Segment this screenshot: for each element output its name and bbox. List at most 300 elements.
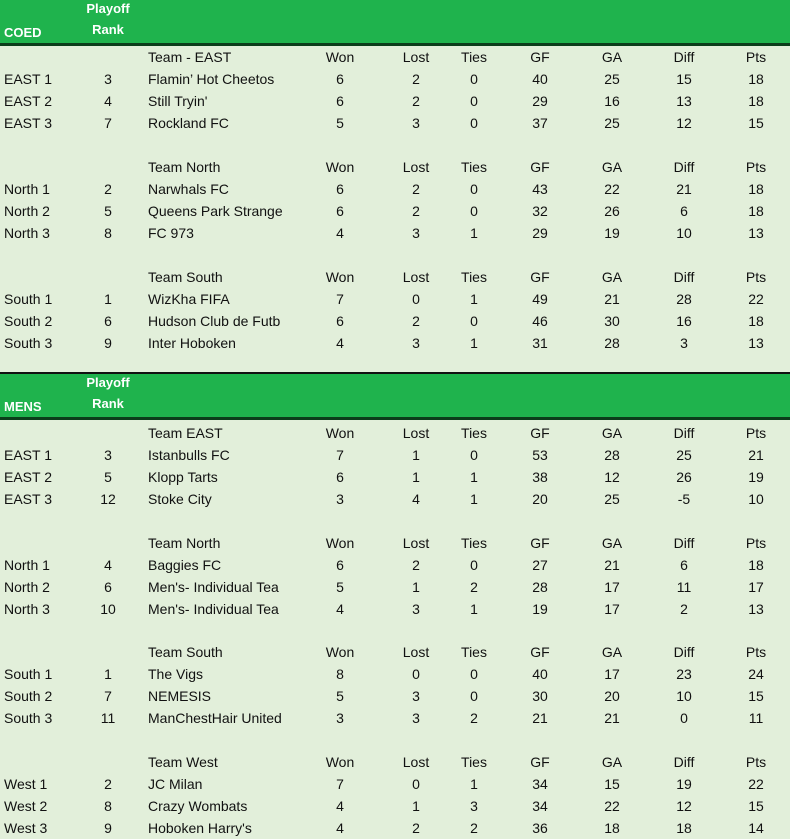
group-header-row-diff-cell: Diff bbox=[673, 159, 695, 175]
group-header-row-diff-cell: Diff bbox=[673, 425, 695, 441]
standings-row-team-cell: Istanbulls FC bbox=[148, 447, 230, 463]
standings-row-ga-cell: 30 bbox=[604, 313, 620, 329]
standings-row-lost-cell: 3 bbox=[412, 688, 420, 704]
standings-row-gf-cell: 30 bbox=[532, 688, 548, 704]
standings-row-won-cell: 7 bbox=[336, 291, 344, 307]
standings-row-rank-cell: 4 bbox=[104, 93, 112, 109]
group-header-row-diff-cell: Diff bbox=[673, 644, 695, 660]
group-header-row bbox=[0, 422, 790, 444]
group-header-row bbox=[0, 156, 790, 178]
standings-row-gf-cell: 53 bbox=[532, 447, 548, 463]
standings-row-division-cell: West 1 bbox=[4, 776, 48, 792]
standings-row-team-cell: Hoboken Harry's bbox=[148, 820, 252, 836]
standings-row-rank-cell: 2 bbox=[104, 776, 112, 792]
standings-row-team-cell: Inter Hoboken bbox=[148, 335, 236, 351]
standings-row-ga-cell: 21 bbox=[604, 557, 620, 573]
standings-row-diff-cell: 13 bbox=[676, 93, 692, 109]
standings-row-division-cell: West 2 bbox=[4, 798, 48, 814]
group-header-row-ga-cell: GA bbox=[601, 49, 623, 65]
standings-row-division-cell: South 3 bbox=[4, 710, 53, 726]
group-header-row bbox=[0, 641, 790, 663]
standings-row-rank-cell: 9 bbox=[104, 820, 112, 836]
standings-row bbox=[0, 90, 790, 112]
standings-row-ties-cell: 0 bbox=[470, 447, 478, 463]
group-header-row-team-cell: Team West bbox=[148, 754, 218, 770]
standings-row-rank-cell: 9 bbox=[104, 335, 112, 351]
group-header-row-pts-cell: Pts bbox=[745, 159, 767, 175]
standings-row-pts-cell: 22 bbox=[748, 291, 764, 307]
group-header-row-ties-cell: Ties bbox=[461, 644, 487, 660]
standings-row-team-cell: Stoke City bbox=[148, 491, 212, 507]
standings-row-ties-cell: 1 bbox=[470, 776, 478, 792]
standings-row-gf-cell: 38 bbox=[532, 469, 548, 485]
standings-row-won-cell: 5 bbox=[336, 115, 344, 131]
standings-row-team-cell: WizKha FIFA bbox=[148, 291, 230, 307]
standings-row-rank-cell: 5 bbox=[104, 203, 112, 219]
standings-row-pts-cell: 22 bbox=[748, 776, 764, 792]
standings-row-pts-cell: 14 bbox=[748, 820, 764, 836]
group-header-row-pts-cell: Pts bbox=[745, 425, 767, 441]
standings-row-diff-cell: 3 bbox=[680, 335, 688, 351]
standings-row-diff-cell: 12 bbox=[676, 115, 692, 131]
standings-row-ties-cell: 2 bbox=[470, 579, 478, 595]
standings-row-won-cell: 7 bbox=[336, 776, 344, 792]
group-header-row-diff-cell: Diff bbox=[673, 269, 695, 285]
standings-row-lost-cell: 2 bbox=[412, 181, 420, 197]
standings-row-pts-cell: 18 bbox=[748, 71, 764, 87]
standings-row-diff-cell: 10 bbox=[676, 225, 692, 241]
group-header-row-pts-cell: Pts bbox=[745, 644, 767, 660]
standings-row-lost-cell: 2 bbox=[412, 820, 420, 836]
group-header-row bbox=[0, 46, 790, 68]
standings-row-team-cell: Hudson Club de Futb bbox=[148, 313, 281, 329]
standings-row bbox=[0, 178, 790, 200]
group-header-row-won-cell: Won bbox=[325, 269, 355, 285]
standings-row-rank-cell: 8 bbox=[104, 798, 112, 814]
standings-row-ga-cell: 19 bbox=[604, 225, 620, 241]
standings-row-gf-cell: 19 bbox=[532, 601, 548, 617]
group-header-row-gf-cell: GF bbox=[530, 644, 550, 660]
standings-row bbox=[0, 663, 790, 685]
standings-row-lost-cell: 0 bbox=[412, 666, 420, 682]
group-header-row-gf-cell: GF bbox=[530, 49, 550, 65]
standings-row bbox=[0, 576, 790, 598]
standings-row-ga-cell: 20 bbox=[604, 688, 620, 704]
standings-row-ties-cell: 0 bbox=[470, 93, 478, 109]
standings-row-team-cell: NEMESIS bbox=[148, 688, 212, 704]
standings-row-division-cell: West 3 bbox=[4, 820, 48, 836]
standings-row-ga-cell: 17 bbox=[604, 579, 620, 595]
standings-row-rank-cell: 1 bbox=[104, 666, 112, 682]
group-header-row-ties-cell: Ties bbox=[461, 269, 487, 285]
standings-row-rank-cell: 10 bbox=[100, 601, 116, 617]
standings-row bbox=[0, 795, 790, 817]
standings-row-pts-cell: 10 bbox=[748, 491, 764, 507]
standings-row-team-cell: JC Milan bbox=[148, 776, 203, 792]
standings-row bbox=[0, 332, 790, 354]
group-header-row-won-cell: Won bbox=[325, 644, 355, 660]
standings-row-team-cell: Men's- Individual Tea bbox=[148, 601, 279, 617]
standings-row-rank-cell: 6 bbox=[104, 579, 112, 595]
group-header-row-team-cell: Team South bbox=[148, 269, 223, 285]
standings-row-gf-cell: 34 bbox=[532, 776, 548, 792]
standings-row-gf-cell: 27 bbox=[532, 557, 548, 573]
standings-row-rank-cell: 12 bbox=[100, 491, 116, 507]
standings-row-pts-cell: 11 bbox=[748, 710, 764, 726]
group-header-row-team-cell: Team North bbox=[148, 535, 221, 551]
standings-row-lost-cell: 2 bbox=[412, 557, 420, 573]
group-header-row-gf-cell: GF bbox=[530, 159, 550, 175]
standings-row-diff-cell: 26 bbox=[676, 469, 692, 485]
standings-row-team-cell: Flamin’ Hot Cheetos bbox=[148, 71, 275, 87]
standings-row bbox=[0, 707, 790, 729]
standings-row bbox=[0, 112, 790, 134]
standings-row-won-cell: 8 bbox=[336, 666, 344, 682]
standings-row-ties-cell: 0 bbox=[470, 71, 478, 87]
standings-row-pts-cell: 18 bbox=[748, 93, 764, 109]
group-header-row-team-cell: Team North bbox=[148, 159, 221, 175]
standings-row-division-cell: North 2 bbox=[4, 579, 50, 595]
standings-row-ties-cell: 1 bbox=[470, 291, 478, 307]
standings-row-ties-cell: 0 bbox=[470, 688, 478, 704]
standings-row-lost-cell: 3 bbox=[412, 225, 420, 241]
standings-row-division-cell: EAST 2 bbox=[4, 469, 52, 485]
standings-row-division-cell: North 1 bbox=[4, 557, 50, 573]
standings-row-pts-cell: 18 bbox=[748, 313, 764, 329]
standings-row bbox=[0, 817, 790, 839]
standings-row-gf-cell: 40 bbox=[532, 666, 548, 682]
standings-row-rank-cell: 5 bbox=[104, 469, 112, 485]
standings-row-ga-cell: 15 bbox=[604, 776, 620, 792]
standings-row-diff-cell: 10 bbox=[676, 688, 692, 704]
standings-row-won-cell: 4 bbox=[336, 820, 344, 836]
standings-row bbox=[0, 310, 790, 332]
standings-row-ga-cell: 18 bbox=[604, 820, 620, 836]
standings-row-gf-cell: 37 bbox=[532, 115, 548, 131]
standings-row-division-cell: North 1 bbox=[4, 181, 50, 197]
standings-row-ga-cell: 12 bbox=[604, 469, 620, 485]
standings-row-gf-cell: 21 bbox=[532, 710, 548, 726]
standings-row-gf-cell: 31 bbox=[532, 335, 548, 351]
standings-row-ties-cell: 2 bbox=[470, 710, 478, 726]
standings-row-diff-cell: 19 bbox=[676, 776, 692, 792]
group-header-row-won-cell: Won bbox=[325, 535, 355, 551]
standings-row-pts-cell: 18 bbox=[748, 203, 764, 219]
standings-row-diff-cell: 23 bbox=[676, 666, 692, 682]
standings-row bbox=[0, 554, 790, 576]
standings-row-division-cell: EAST 1 bbox=[4, 71, 52, 87]
standings-row-rank-cell: 7 bbox=[104, 115, 112, 131]
standings-row-pts-cell: 13 bbox=[748, 601, 764, 617]
standings-row-ties-cell: 0 bbox=[470, 666, 478, 682]
standings-row-diff-cell: 16 bbox=[676, 313, 692, 329]
standings-row-ga-cell: 25 bbox=[604, 115, 620, 131]
standings-row-pts-cell: 24 bbox=[748, 666, 764, 682]
standings-row-pts-cell: 19 bbox=[748, 469, 764, 485]
standings-row-ties-cell: 1 bbox=[470, 469, 478, 485]
standings-row-won-cell: 5 bbox=[336, 688, 344, 704]
standings-row-ga-cell: 22 bbox=[604, 181, 620, 197]
standings-row-team-cell: Narwhals FC bbox=[148, 181, 229, 197]
standings-row-pts-cell: 21 bbox=[748, 447, 764, 463]
standings-row-ties-cell: 1 bbox=[470, 225, 478, 241]
standings-row-rank-cell: 4 bbox=[104, 557, 112, 573]
standings-row-ties-cell: 0 bbox=[470, 115, 478, 131]
standings-row-pts-cell: 15 bbox=[748, 798, 764, 814]
standings-row-team-cell: Still Tryin' bbox=[148, 93, 208, 109]
standings-row-division-cell: EAST 3 bbox=[4, 115, 52, 131]
standings-row-lost-cell: 0 bbox=[412, 776, 420, 792]
standings-row bbox=[0, 288, 790, 310]
standings-row-lost-cell: 2 bbox=[412, 71, 420, 87]
standings-row-gf-cell: 28 bbox=[532, 579, 548, 595]
standings-row-won-cell: 5 bbox=[336, 579, 344, 595]
standings-row-won-cell: 3 bbox=[336, 710, 344, 726]
group-header-row-won-cell: Won bbox=[325, 754, 355, 770]
standings-row-gf-cell: 49 bbox=[532, 291, 548, 307]
standings-row-diff-cell: 15 bbox=[676, 71, 692, 87]
coed-section-header bbox=[0, 0, 790, 46]
standings-row bbox=[0, 200, 790, 222]
standings-row-team-cell: Rockland FC bbox=[148, 115, 229, 131]
standings-row-won-cell: 4 bbox=[336, 601, 344, 617]
group-header-row-team-cell: Team South bbox=[148, 644, 223, 660]
standings-row-rank-cell: 6 bbox=[104, 313, 112, 329]
standings-row bbox=[0, 466, 790, 488]
standings-row-lost-cell: 3 bbox=[412, 710, 420, 726]
standings-row-pts-cell: 17 bbox=[748, 579, 764, 595]
group-header-row-gf-cell: GF bbox=[530, 535, 550, 551]
group-header-row-won-cell: Won bbox=[325, 425, 355, 441]
standings-row bbox=[0, 68, 790, 90]
group-header-row-won-cell: Won bbox=[325, 49, 355, 65]
group-header-row-pts-cell: Pts bbox=[745, 535, 767, 551]
standings-row-gf-cell: 29 bbox=[532, 225, 548, 241]
standings-row-ga-cell: 21 bbox=[604, 710, 620, 726]
standings-row-diff-cell: 2 bbox=[680, 601, 688, 617]
standings-row-rank-cell: 3 bbox=[104, 447, 112, 463]
standings-row-won-cell: 6 bbox=[336, 313, 344, 329]
group-header-row-ga-cell: GA bbox=[601, 754, 623, 770]
standings-row-won-cell: 6 bbox=[336, 557, 344, 573]
group-header-row-lost-cell: Lost bbox=[402, 644, 430, 660]
standings-row-won-cell: 3 bbox=[336, 491, 344, 507]
standings-row-ties-cell: 0 bbox=[470, 313, 478, 329]
standings-row-gf-cell: 43 bbox=[532, 181, 548, 197]
standings-row-team-cell: Men's- Individual Tea bbox=[148, 579, 279, 595]
standings-row-won-cell: 6 bbox=[336, 71, 344, 87]
standings-row-won-cell: 4 bbox=[336, 225, 344, 241]
standings-row-division-cell: EAST 3 bbox=[4, 491, 52, 507]
group-header-row-lost-cell: Lost bbox=[402, 159, 430, 175]
group-header-row-diff-cell: Diff bbox=[673, 754, 695, 770]
group-header-row-pts-cell: Pts bbox=[745, 49, 767, 65]
group-header-row-pts-cell: Pts bbox=[745, 269, 767, 285]
standings-row-ties-cell: 3 bbox=[470, 798, 478, 814]
standings-row-diff-cell: 0 bbox=[680, 710, 688, 726]
playoff-rank-header-line2: Rank bbox=[92, 396, 124, 411]
standings-row-pts-cell: 15 bbox=[748, 688, 764, 704]
standings-row-ties-cell: 0 bbox=[470, 557, 478, 573]
standings-row-rank-cell: 11 bbox=[100, 710, 116, 726]
standings-row-lost-cell: 3 bbox=[412, 335, 420, 351]
standings-row-lost-cell: 0 bbox=[412, 291, 420, 307]
standings-row-won-cell: 6 bbox=[336, 93, 344, 109]
standings-row-pts-cell: 15 bbox=[748, 115, 764, 131]
standings-row-rank-cell: 8 bbox=[104, 225, 112, 241]
standings-row-won-cell: 4 bbox=[336, 798, 344, 814]
group-header-row-ties-cell: Ties bbox=[461, 535, 487, 551]
standings-row-team-cell: Crazy Wombats bbox=[148, 798, 248, 814]
standings-row-team-cell: Baggies FC bbox=[148, 557, 222, 573]
standings-row-ties-cell: 2 bbox=[470, 820, 478, 836]
standings-row-won-cell: 6 bbox=[336, 181, 344, 197]
standings-row-team-cell: The Vigs bbox=[148, 666, 203, 682]
group-header-row-ga-cell: GA bbox=[601, 535, 623, 551]
standings-row bbox=[0, 773, 790, 795]
standings-row-ga-cell: 22 bbox=[604, 798, 620, 814]
standings-row-ga-cell: 26 bbox=[604, 203, 620, 219]
group-header-row-ga-cell: GA bbox=[601, 159, 623, 175]
standings-row-ga-cell: 28 bbox=[604, 335, 620, 351]
standings-row-gf-cell: 40 bbox=[532, 71, 548, 87]
standings-row-diff-cell: 6 bbox=[680, 557, 688, 573]
group-header-row bbox=[0, 751, 790, 773]
group-header-row-gf-cell: GF bbox=[530, 425, 550, 441]
group-header-row-gf-cell: GF bbox=[530, 754, 550, 770]
playoff-rank-header-line2: Rank bbox=[92, 22, 124, 37]
standings-row-division-cell: South 1 bbox=[4, 666, 53, 682]
standings-row-gf-cell: 29 bbox=[532, 93, 548, 109]
standings-row-lost-cell: 1 bbox=[412, 579, 420, 595]
group-header-row-ga-cell: GA bbox=[601, 269, 623, 285]
standings-row-diff-cell: 25 bbox=[676, 447, 692, 463]
standings-row-ties-cell: 1 bbox=[470, 491, 478, 507]
group-header-row-gf-cell: GF bbox=[530, 269, 550, 285]
group-header-row bbox=[0, 266, 790, 288]
group-header-row-team-cell: Team - EAST bbox=[148, 49, 232, 65]
standings-row-team-cell: FC 973 bbox=[148, 225, 194, 241]
group-header-row-lost-cell: Lost bbox=[402, 425, 430, 441]
group-header-row-ties-cell: Ties bbox=[461, 425, 487, 441]
playoff-rank-header-line1: Playoff bbox=[86, 375, 130, 390]
standings-row-division-cell: South 2 bbox=[4, 688, 53, 704]
standings-row-gf-cell: 34 bbox=[532, 798, 548, 814]
standings-row-lost-cell: 2 bbox=[412, 93, 420, 109]
group-header-row-lost-cell: Lost bbox=[402, 754, 430, 770]
group-header-row-won-cell: Won bbox=[325, 159, 355, 175]
standings-row-rank-cell: 7 bbox=[104, 688, 112, 704]
group-header-row-lost-cell: Lost bbox=[402, 535, 430, 551]
mens-section-header bbox=[0, 374, 790, 420]
standings-row-ga-cell: 25 bbox=[604, 491, 620, 507]
standings-row-ga-cell: 28 bbox=[604, 447, 620, 463]
standings-row-lost-cell: 1 bbox=[412, 469, 420, 485]
standings-row-lost-cell: 3 bbox=[412, 115, 420, 131]
group-header-row-team-cell: Team EAST bbox=[148, 425, 223, 441]
standings-row-ties-cell: 0 bbox=[470, 203, 478, 219]
standings-row-diff-cell: 12 bbox=[676, 798, 692, 814]
standings-row-division-cell: North 2 bbox=[4, 203, 50, 219]
group-header-row-ga-cell: GA bbox=[601, 644, 623, 660]
standings-row-division-cell: South 2 bbox=[4, 313, 53, 329]
standings-row-rank-cell: 3 bbox=[104, 71, 112, 87]
standings-row-lost-cell: 3 bbox=[412, 601, 420, 617]
standings-row-won-cell: 7 bbox=[336, 447, 344, 463]
standings-row-team-cell: ManChestHair United bbox=[148, 710, 282, 726]
standings-row-gf-cell: 36 bbox=[532, 820, 548, 836]
standings-row-gf-cell: 20 bbox=[532, 491, 548, 507]
standings-row-rank-cell: 1 bbox=[104, 291, 112, 307]
standings-row-lost-cell: 1 bbox=[412, 447, 420, 463]
standings-row-division-cell: South 1 bbox=[4, 291, 53, 307]
standings-row bbox=[0, 222, 790, 244]
standings-row-ga-cell: 17 bbox=[604, 601, 620, 617]
standings-row-ties-cell: 1 bbox=[470, 601, 478, 617]
standings-row-lost-cell: 2 bbox=[412, 203, 420, 219]
standings-row-diff-cell: -5 bbox=[677, 491, 691, 507]
standings-row-gf-cell: 32 bbox=[532, 203, 548, 219]
standings-row-division-cell: North 3 bbox=[4, 225, 50, 241]
standings-row-division-cell: EAST 2 bbox=[4, 93, 52, 109]
standings-row-pts-cell: 18 bbox=[748, 181, 764, 197]
standings-row-pts-cell: 13 bbox=[748, 335, 764, 351]
standings-row-ties-cell: 0 bbox=[470, 181, 478, 197]
standings-row-diff-cell: 28 bbox=[676, 291, 692, 307]
standings-row-ties-cell: 1 bbox=[470, 335, 478, 351]
group-header-row-lost-cell: Lost bbox=[402, 49, 430, 65]
standings-row bbox=[0, 598, 790, 620]
group-header-row-diff-cell: Diff bbox=[673, 49, 695, 65]
standings-row-lost-cell: 2 bbox=[412, 313, 420, 329]
standings-row-won-cell: 6 bbox=[336, 469, 344, 485]
group-header-row-ties-cell: Ties bbox=[461, 159, 487, 175]
standings-row-won-cell: 6 bbox=[336, 203, 344, 219]
group-header-row-pts-cell: Pts bbox=[745, 754, 767, 770]
standings-row-division-cell: North 3 bbox=[4, 601, 50, 617]
section-label: COED bbox=[4, 25, 42, 40]
standings-row bbox=[0, 444, 790, 466]
standings-row-rank-cell: 2 bbox=[104, 181, 112, 197]
standings-row-gf-cell: 46 bbox=[532, 313, 548, 329]
section-label: MENS bbox=[4, 399, 42, 414]
standings-row-team-cell: Queens Park Strange bbox=[148, 203, 283, 219]
standings-row-division-cell: South 3 bbox=[4, 335, 53, 351]
standings-row-ga-cell: 16 bbox=[604, 93, 620, 109]
group-header-row-ga-cell: GA bbox=[601, 425, 623, 441]
standings-row-pts-cell: 13 bbox=[748, 225, 764, 241]
group-header-row-ties-cell: Ties bbox=[461, 754, 487, 770]
standings-row-won-cell: 4 bbox=[336, 335, 344, 351]
standings-row-ga-cell: 25 bbox=[604, 71, 620, 87]
standings-row-pts-cell: 18 bbox=[748, 557, 764, 573]
standings-row-diff-cell: 21 bbox=[676, 181, 692, 197]
group-header-row-ties-cell: Ties bbox=[461, 49, 487, 65]
standings-row-team-cell: Klopp Tarts bbox=[148, 469, 218, 485]
group-header-row bbox=[0, 532, 790, 554]
standings-row-diff-cell: 11 bbox=[676, 579, 692, 595]
standings-row-division-cell: EAST 1 bbox=[4, 447, 52, 463]
group-header-row-lost-cell: Lost bbox=[402, 269, 430, 285]
standings-row-diff-cell: 6 bbox=[680, 203, 688, 219]
group-header-row-diff-cell: Diff bbox=[673, 535, 695, 551]
standings-row-lost-cell: 4 bbox=[412, 491, 420, 507]
standings-row bbox=[0, 685, 790, 707]
standings-row-lost-cell: 1 bbox=[412, 798, 420, 814]
standings-row-ga-cell: 17 bbox=[604, 666, 620, 682]
standings-row-diff-cell: 18 bbox=[676, 820, 692, 836]
playoff-rank-header-line1: Playoff bbox=[86, 1, 130, 16]
